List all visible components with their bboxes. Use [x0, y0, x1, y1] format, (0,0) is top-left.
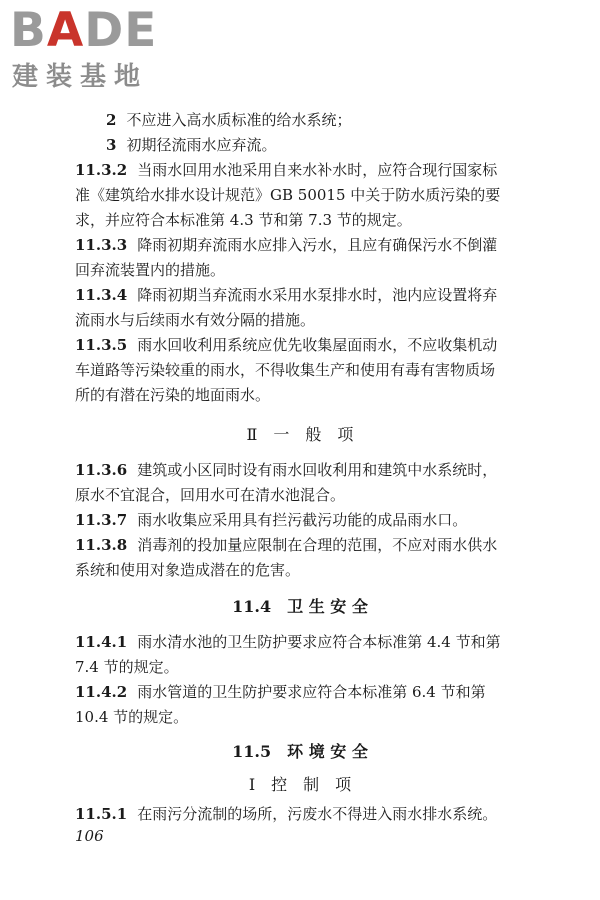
clause-line: 7.4 节的规定。 [75, 658, 179, 676]
clause-line: 10.4 节的规定。 [75, 708, 189, 726]
clause-11-3-4: 11.3.4 降雨初期当弃流雨水采用水泵排水时，池内应设置将弃 [75, 286, 498, 304]
logo-subtitle: 建装基地 [12, 62, 149, 92]
clause-11-4-2: 11.4.2 雨水管道的卫生防护要求应符合本标准第 6.4 节和第 [75, 683, 486, 701]
page-number: 106 [75, 827, 104, 845]
clause-line: 原水不宜混合，回用水可在清水池混合。 [75, 486, 346, 504]
clause-11-3-5: 11.3.5 雨水回收利用系统应优先收集屋面雨水，不应收集机动 [75, 336, 498, 354]
list-item: 3 初期径流雨水应弃流。 [106, 136, 277, 154]
clause-line: 准《建筑给水排水设计规范》GB 50015 中关于防水质污染的要 [75, 186, 501, 204]
clause-line: 求，并应符合本标准第 4.3 节和第 7.3 节的规定。 [75, 211, 412, 229]
clause-line: 所的有潜在污染的地面雨水。 [75, 386, 271, 404]
list-item: 2 不应进入高水质标准的给水系统； [106, 111, 352, 129]
clause-line: 流雨水与后续雨水有效分隔的措施。 [75, 311, 316, 329]
clause-11-3-7: 11.3.7 雨水收集应采用具有拦污截污功能的成品雨水口。 [75, 511, 468, 529]
clause-11-3-6: 11.3.6 建筑或小区同时设有雨水回收利用和建筑中水系统时， [75, 461, 498, 479]
logo-wordmark: BADE [10, 3, 158, 58]
clause-line: 回弃流装置内的措施。 [75, 261, 226, 279]
clause-line: 车道路等污染较重的雨水，不得收集生产和使用有毒有害物质场 [75, 361, 496, 379]
subsection-heading-control: Ⅰ 控 制 项 [248, 775, 352, 794]
clause-11-4-1: 11.4.1 雨水清水池的卫生防护要求应符合本标准第 4.4 节和第 [75, 633, 501, 651]
clause-line: 系统和使用对象造成潜在的危害。 [75, 561, 301, 579]
clause-11-5-1: 11.5.1 在雨污分流制的场所，污废水不得进入雨水排水系统。 [75, 805, 498, 823]
clause-11-3-3: 11.3.3 降雨初期弃流雨水应排入污水，且应有确保污水不倒灌 [75, 236, 498, 254]
clause-11-3-8: 11.3.8 消毒剂的投加量应限制在合理的范围，不应对雨水供水 [75, 536, 498, 554]
section-heading-11-5: 11.5 环 境 安 全 [232, 742, 368, 761]
clause-11-3-2: 11.3.2 当雨水回用水池采用自来水补水时，应符合现行国家标 [75, 161, 498, 179]
section-heading-11-4: 11.4 卫 生 安 全 [232, 597, 368, 616]
subsection-heading-general: Ⅱ 一 般 项 [246, 425, 354, 444]
